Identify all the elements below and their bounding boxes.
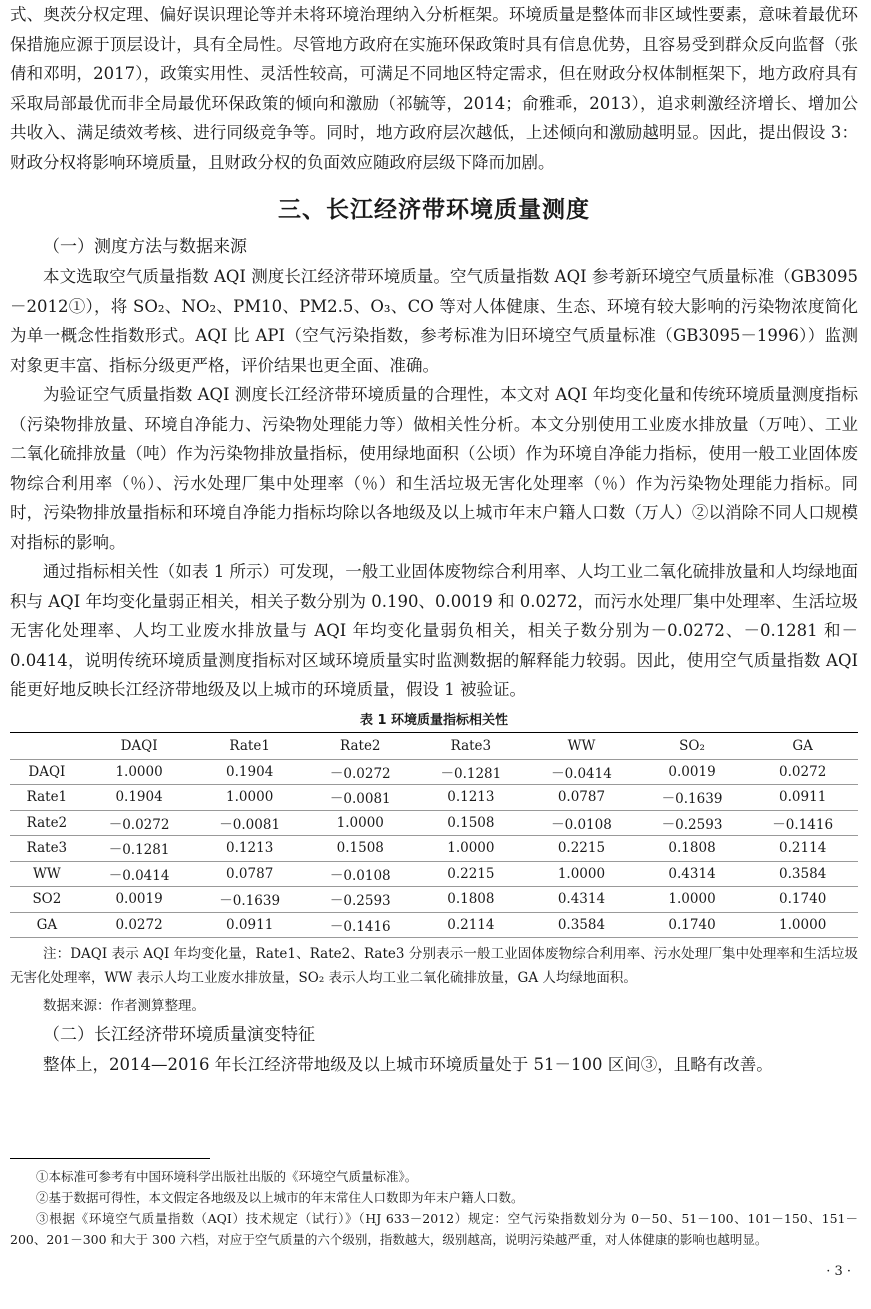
table-header-cell: WW xyxy=(526,732,637,759)
table-cell: －0.1416 xyxy=(305,912,416,938)
table-cell: 0.1508 xyxy=(305,836,416,862)
table-row xyxy=(10,861,858,887)
table-header-row xyxy=(10,732,858,759)
table-cell: －0.0272 xyxy=(305,759,416,785)
paragraph-1: 本文选取空气质量指数 AQI 测度长江经济带环境质量。空气质量指数 AQI 参考新环境空气质量标准（GB3095－2012①），将 SO₂、NO₂、PM10、PM2.5、O₃、CO 等对人体健康、生态、环境有较大影响的污染物浓度简化为单一概念性指数形式。AQI 比 API（空气污染指数，参考标准为旧环境空气质量标准（GB3095－1996））监测对象更丰富、指标分级更严格，评价结果也更全面、准确。 xyxy=(10,267,858,375)
table-cell: 0.1904 xyxy=(84,785,195,811)
table-cell: 1.0000 xyxy=(637,887,748,913)
table-row xyxy=(10,785,858,811)
row-label-cell: GA xyxy=(10,912,84,938)
table-header-cell: SO₂ xyxy=(637,732,748,759)
table-cell: 0.2215 xyxy=(416,861,527,887)
table-cell: 0.4314 xyxy=(637,861,748,887)
table-header-cell: Rate2 xyxy=(305,732,416,759)
table-cell: －0.0081 xyxy=(194,810,305,836)
footnote-rule xyxy=(10,1158,210,1159)
table-cell: 1.0000 xyxy=(526,861,637,887)
table-row xyxy=(10,759,858,785)
table-cell: 0.2114 xyxy=(416,912,527,938)
table-row xyxy=(10,887,858,913)
table-cell: －0.2593 xyxy=(637,810,748,836)
table-cell: －0.0108 xyxy=(305,861,416,887)
table-cell: 0.1740 xyxy=(747,887,858,913)
table-cell: 0.0911 xyxy=(194,912,305,938)
row-label-cell: SO2 xyxy=(10,887,84,913)
data-source: 数据来源：作者测算整理。 xyxy=(43,998,205,1014)
table-cell: 0.2114 xyxy=(747,836,858,862)
table-cell: 0.0019 xyxy=(84,887,195,913)
table-cell: 0.1213 xyxy=(194,836,305,862)
table-cell: 0.0787 xyxy=(194,861,305,887)
table-cell: 0.4314 xyxy=(526,887,637,913)
table-note: 注：DAQI 表示 AQI 年均变化量，Rate1、Rate2、Rate3 分别表示一般工业固体废物综合利用率、污水处理厂集中处理率和生活垃圾无害化处理率，WW 表示人均工业废水排放量，SO₂ 表示人均工业二氧化硫排放量，GA 人均绿地面积。 xyxy=(10,946,858,986)
page-body xyxy=(10,0,858,1080)
table-cell: 0.1904 xyxy=(194,759,305,785)
table-cell: 0.1508 xyxy=(416,810,527,836)
table-cell: 0.1808 xyxy=(416,887,527,913)
footnote-1: ①本标准可参考有中国环境科学出版社出版的《环境空气质量标准》。 xyxy=(36,1169,418,1184)
table-cell: 0.1213 xyxy=(416,785,527,811)
table-cell: 0.0272 xyxy=(84,912,195,938)
table-cell: 0.3584 xyxy=(526,912,637,938)
table-cell: －0.0414 xyxy=(84,861,195,887)
table-caption: 表 1 环境质量指标相关性 xyxy=(359,712,509,728)
table-cell: －0.1281 xyxy=(416,759,527,785)
table-cell: －0.0414 xyxy=(526,759,637,785)
row-label-cell: DAQI xyxy=(10,759,84,785)
top-paragraph: 式、奥茨分权定理、偏好误识理论等并未将环境治理纳入分析框架。环境质量是整体而非区域性要素，意味着最优环保措施应源于顶层设计，具有全局性。尽管地方政府在实施环保政策时具有信息优势，且容易受到群众反向监督（张倩和邓明，2017），政策实用性、灵活性较高，可满足不同地区特定需求，但在财政分权体制框架下，地方政府具有采取局部最优而非全局最优环保政策的倾向和激励（祁毓等，2014；俞雅乖，2013），追求刺激经济增长、增加公共收入、满足绩效考核、进行同级竞争等。同时，地方政府层次越低，上述倾向和激励越明显。因此，提出假设 3：财政分权将影响环境质量，且财政分权的负面效应随政府层级下降而加剧。 xyxy=(10,5,858,172)
table-header-cell: Rate3 xyxy=(416,732,527,759)
table-cell: 1.0000 xyxy=(194,785,305,811)
paragraph-2: 为验证空气质量指数 AQI 测度长江经济带环境质量的合理性，本文对 AQI 年均变化量和传统环境质量测度指标（污染物排放量、环境自净能力、污染物处理能力等）做相关性分析。本文分别使用工业废水排放量（万吨）、工业二氧化硫排放量（吨）作为污染物排放量指标，使用绿地面积（公顷）作为环境自净能力指标，使用一般工业固体废物综合利用率（％）、污水处理厂集中处理率（％）和生活垃圾无害化处理率（％）作为污染物处理能力指标。同时，污染物排放量指标和环境自净能力指标均除以各地级及以上城市年末户籍人口数（万人）②以消除不同人口规模对指标的影响。 xyxy=(10,385,858,552)
table-cell: 0.1808 xyxy=(637,836,748,862)
paragraph-4: 整体上，2014—2016 年长江经济带地级及以上城市环境质量处于 51－100 区间③，且略有改善。 xyxy=(43,1055,773,1074)
row-label-cell: WW xyxy=(10,861,84,887)
subsection-title-2: （二）长江经济带环境质量演变特征 xyxy=(43,1025,315,1045)
table-cell: 0.0911 xyxy=(747,785,858,811)
table-header-cell: Rate1 xyxy=(194,732,305,759)
table-cell: －0.0081 xyxy=(305,785,416,811)
table-cell: －0.1639 xyxy=(194,887,305,913)
paragraph-3: 通过指标相关性（如表 1 所示）可发现，一般工业固体废物综合利用率、人均工业二氧化硫排放量和人均绿地面积与 AQI 年均变化量弱正相关，相关子数分别为 0.190、0.0019 和 0.0272，而污水处理厂集中处理率、生活垃圾无害化处理率、人均工业废水排放量与 AQI 年均变化量弱负相关，相关子数分别为－0.0272、－0.1281 和－0.0414，说明传统环境质量测度指标对区域环境质量实时监测数据的解释能力较弱。因此，使用空气质量指数 AQI 能更好地反映长江经济带地级及以上城市的环境质量，假设 1 被验证。 xyxy=(10,562,858,699)
table-cell: －0.1281 xyxy=(84,836,195,862)
table-cell: 0.1740 xyxy=(637,912,748,938)
table-cell: －0.0108 xyxy=(526,810,637,836)
page-number: · 3 · xyxy=(826,1264,851,1279)
table-cell: －0.2593 xyxy=(305,887,416,913)
footnotes xyxy=(10,1166,858,1250)
section-title: 三、长江经济带环境质量测度 xyxy=(278,197,590,223)
subsection-title-1: （一）测度方法与数据来源 xyxy=(43,237,247,257)
table-cell: 1.0000 xyxy=(84,759,195,785)
table-cell: 0.3584 xyxy=(747,861,858,887)
table-cell: －0.1416 xyxy=(747,810,858,836)
table-cell: 0.0019 xyxy=(637,759,748,785)
table-cell: －0.1639 xyxy=(637,785,748,811)
table-cell: 0.0272 xyxy=(747,759,858,785)
table-row xyxy=(10,912,858,938)
correlation-table xyxy=(10,732,858,939)
row-label-cell: Rate2 xyxy=(10,810,84,836)
table-header-cell: GA xyxy=(747,732,858,759)
row-label-cell: Rate1 xyxy=(10,785,84,811)
table-cell: 1.0000 xyxy=(305,810,416,836)
table-row xyxy=(10,810,858,836)
table-row xyxy=(10,836,858,862)
table-cell: 1.0000 xyxy=(747,912,858,938)
table-cell: 0.2215 xyxy=(526,836,637,862)
row-label-cell: Rate3 xyxy=(10,836,84,862)
table-cell: 0.0787 xyxy=(526,785,637,811)
table-header-cell xyxy=(10,732,84,759)
table-cell: 1.0000 xyxy=(416,836,527,862)
table-cell: －0.0272 xyxy=(84,810,195,836)
footnote-2: ②基于数据可得性，本文假定各地级及以上城市的年末常住人口数即为年末户籍人口数。 xyxy=(36,1190,524,1205)
footnote-3: ③根据《环境空气质量指数（AQI）技术规定（试行）》（HJ 633－2012）规定：空气污染指数划分为 0－50、51－100、101－150、151－200、201－300 和大于 300 六档，对应于空气质量的六个级别，指数越大，级别越高，说明污染越严重，对人体健康的影响也越明显。 xyxy=(10,1211,858,1247)
table-header-cell: DAQI xyxy=(84,732,195,759)
